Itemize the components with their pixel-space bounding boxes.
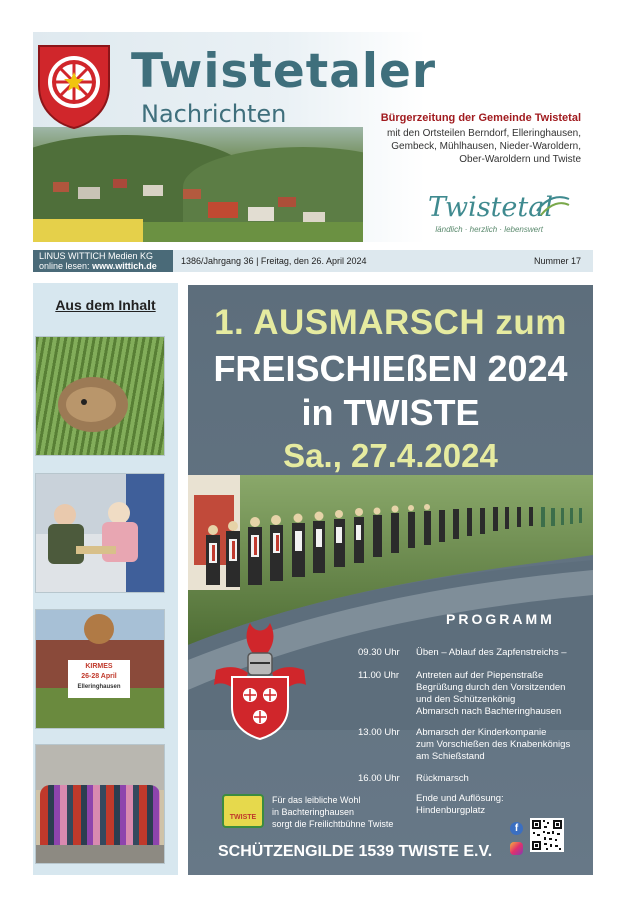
program-heading: PROGRAMM xyxy=(446,611,555,627)
contents-heading: Aus dem Inhalt xyxy=(55,297,156,313)
kirmes-sign: KIRMES 26-28 April Elleringhausen xyxy=(68,660,130,698)
medical-photo[interactable] xyxy=(35,473,165,593)
issue-date: 1386/Jahrgang 36 | Freitag, den 26. April 2024 xyxy=(181,256,367,266)
club-name: SCHÜTZENGILDE 1539 TWISTE E.V. xyxy=(218,843,493,860)
kirmes-photo[interactable] xyxy=(35,609,165,729)
poster-headline-3: in TWISTE xyxy=(301,392,480,433)
publisher-url[interactable]: www.wittich.de xyxy=(92,261,157,271)
poster-headline-2: FREISCHIEßEN 2024 xyxy=(213,348,568,389)
poster-headline-1: 1. AUSMARSCH zum xyxy=(214,303,567,342)
masthead-districts: mit den Ortsteilen Berndorf, Elleringhausen, Gembeck, Mühlhausen, Nieder-Waroldern, Ober-Waroldern und Twiste xyxy=(387,128,581,165)
publisher-box xyxy=(33,250,173,272)
instagram-icon[interactable] xyxy=(510,842,523,855)
qr-code-icon[interactable] xyxy=(530,818,564,852)
hare-photo[interactable] xyxy=(35,336,165,456)
catering-note: Für das leibliche Wohl in Bachteringhausen sorgt die Freilichtbühne Twiste xyxy=(272,795,394,829)
issue-number: Nummer 17 xyxy=(533,256,581,266)
poster-date: Sa., 27.4.2024 xyxy=(283,437,498,474)
publisher-name: LINUS WITTICH Medien KG xyxy=(39,251,154,261)
village-landscape-photo xyxy=(33,127,363,242)
coat-of-arms-icon xyxy=(35,40,113,130)
masthead xyxy=(33,32,593,242)
group-photo[interactable] xyxy=(35,744,165,864)
schuetzengilde-crest-icon xyxy=(210,615,310,745)
online-prefix: online lesen: xyxy=(39,261,90,271)
facebook-icon[interactable]: f xyxy=(510,822,523,835)
masthead-tagline: Bürgerzeitung der Gemeinde Twistetal xyxy=(380,112,581,124)
contents-sidebar xyxy=(33,283,178,875)
twistetal-logo: Twistetal xyxy=(427,192,553,223)
freilichtbuehne-logo: TWISTE xyxy=(222,794,264,828)
event-poster: 1. AUSMARSCH zum FREISCHIEßEN 2024 in TWISTE Sa., 27.4.2024 PROGRAMM 09.30 Uhr Üben – Ablauf des Zapfenstreichs – 11.00 Uhr Antreten auf der Piepenstraße Begrüßung durch den Vorsitzenden und den Schützenkönig Abmarsch nach Bachteringhausen 13.00 Uhr Abmarsch der Kinderkompanie zum Vorschießen des Knabenkönigs am Schießstand 16.00 Uhr Rückmarsch Ende und Auflösung: Hindenburgplatz TWISTE Für das leibliche Wohl in Bachteringhausen sorgt die Freilichtbühne Twiste SCHÜTZENGILDE 1539 TWISTE E.V. f xyxy=(188,285,593,875)
newspaper-title: Twistetaler xyxy=(131,44,437,99)
issue-info-bar xyxy=(33,250,593,272)
twistetal-tagline: ländlich · herzlich · lebenswert xyxy=(435,225,543,234)
newspaper-subtitle: Nachrichten xyxy=(141,100,287,128)
swoosh-icon xyxy=(535,193,571,219)
